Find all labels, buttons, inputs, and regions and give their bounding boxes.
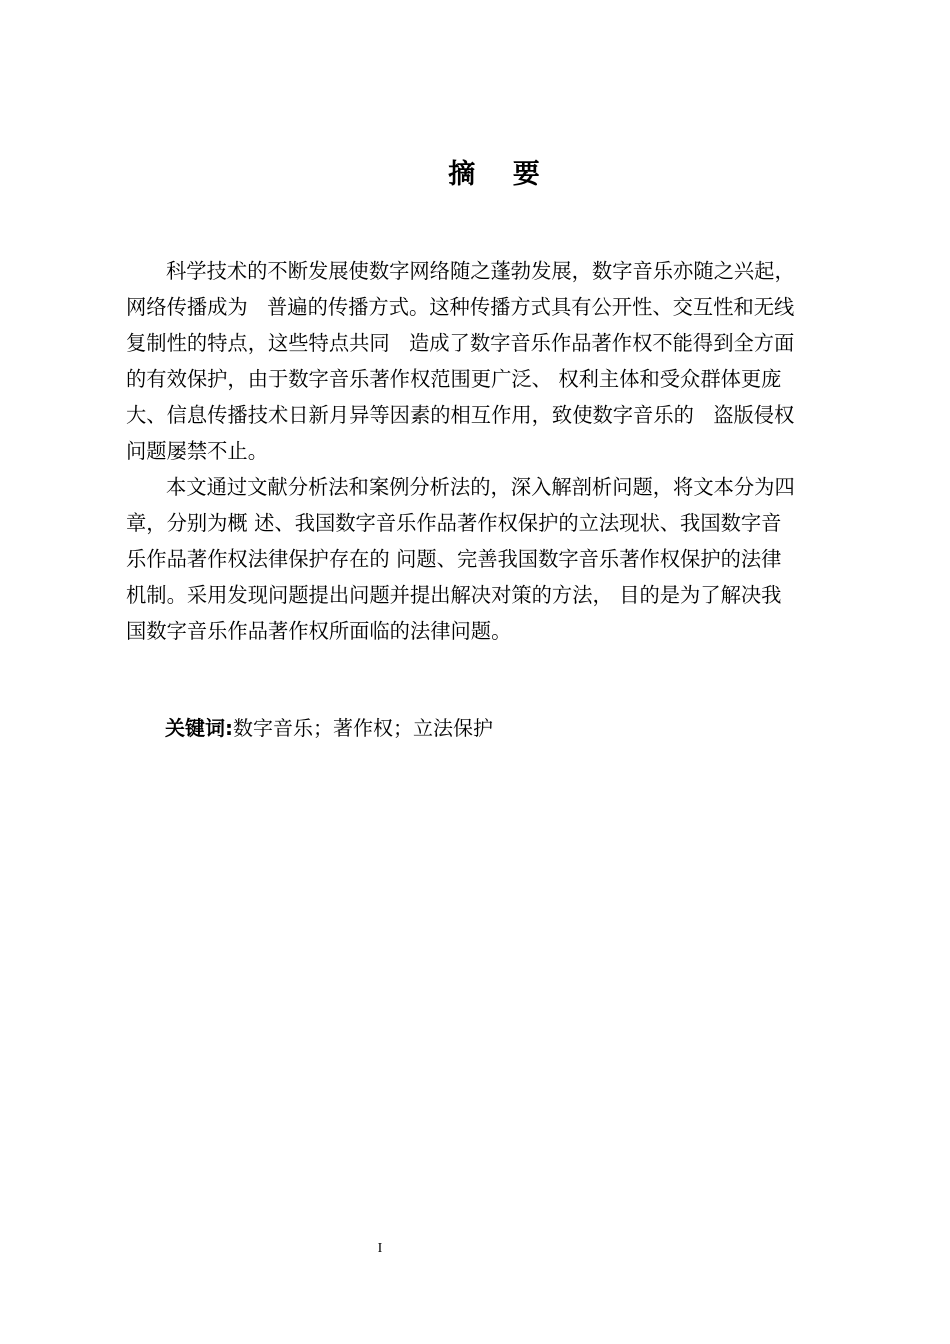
paragraph-1-line-3: 复制性的特点，这些特点共同 造成了数字音乐作品著作权不能得到全方面 [126, 331, 795, 355]
paragraph-1-line-2: 网络传播成为 普遍的传播方式。这种传播方式具有公开性、交互性和无线 [126, 295, 795, 319]
paragraph-2-line-3: 乐作品著作权法律保护存在的 问题、完善我国数字音乐著作权保护的法律 [126, 547, 782, 571]
paragraph-1-line-1: 科学技术的不断发展使数字网络随之蓬勃发展，数字音乐亦随之兴起， [166, 259, 795, 283]
paragraph-1-line-6: 问题屡禁不止。 [126, 439, 268, 463]
keywords-line [165, 711, 493, 745]
keywords-label: 关键词: [165, 716, 233, 740]
paragraph-2-line-5: 国数字音乐作品著作权所面临的法律问题。 [126, 619, 512, 643]
paragraph-2-line-1: 本文通过文献分析法和案例分析法的，深入解剖析问题，将文本分为四 [166, 475, 795, 499]
paragraph-2-line-4: 机制。采用发现问题提出问题并提出解决对策的方法， 目的是为了解决我 [126, 583, 782, 607]
keywords-value: 数字音乐；著作权；立法保护 [233, 716, 493, 740]
abstract-title: 摘 要 [448, 159, 540, 190]
page-number: I [377, 1241, 383, 1256]
paragraph-1-line-4: 的有效保护，由于数字音乐著作权范围更广泛、 权利主体和受众群体更庞 [126, 367, 782, 391]
paragraph-1-line-5: 大、信息传播技术日新月异等因素的相互作用，致使数字音乐的 盗版侵权 [126, 403, 795, 427]
paragraph-2-line-2: 章，分别为概 述、我国数字音乐作品著作权保护的立法现状、我国数字音 [126, 511, 782, 535]
